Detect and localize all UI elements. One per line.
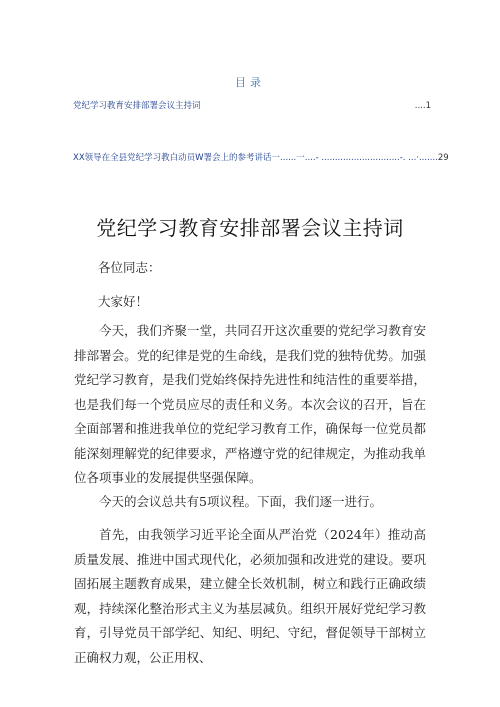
greeting-text: 各位同志： (98, 260, 161, 275)
toc-entry-page: ....1 (414, 101, 431, 111)
toc-entry[interactable] (73, 151, 449, 163)
toc-entry[interactable] (73, 99, 431, 111)
document-title: 党纪学习教育安排部署会议主持词 (96, 216, 404, 240)
salutation-text: 大家好！ (98, 294, 149, 309)
body-paragraph: 首先，由我领学习近平论全面从严治党（2024年）推动高质量发展、推进中国式现代化，必须加强和改进党的建设。要巩固拓展主题教育成果，建立健全长效机制，树立和践行正确政绩观，持续深化整治形式主义为基层减负。组织开展好党纪学习教育，引导党员干部学纪、知纪、明纪、守纪，督促领导干部树立正确权力观，公正用权、 (74, 527, 426, 665)
body-paragraph: 今天的会议总共有5项议程。下面，我们逐一进行。 (99, 494, 382, 509)
toc-entry-page: 29 (437, 153, 449, 163)
body-paragraph: 今天，我们齐聚一堂，共同召开这次重要的党纪学习教育安排部署会。党的纪律是党的生命线，是我们党的独特优势。加强党纪学习教育，是我们党始终保持先进性和纯洁性的重要举措，也是我们每一个党员应尽的责任和义务。本次会议的召开，旨在全面部署和推进我单位的党纪学习教育工作，确保每一位党员都能深刻理解党的纪律要求，严格遵守党的纪律规定，为推动我单位各项事业的发展提供坚强保障。 (74, 323, 426, 485)
toc-entry-title: XX领导在全县党纪学习教白动员W署会上的参考讲话一......一....- .............................-. ...·....... (73, 153, 438, 163)
toc-heading: 目录 (235, 76, 265, 89)
toc-entry-title: 党纪学习教育安排部署会议主持词 (73, 101, 201, 111)
